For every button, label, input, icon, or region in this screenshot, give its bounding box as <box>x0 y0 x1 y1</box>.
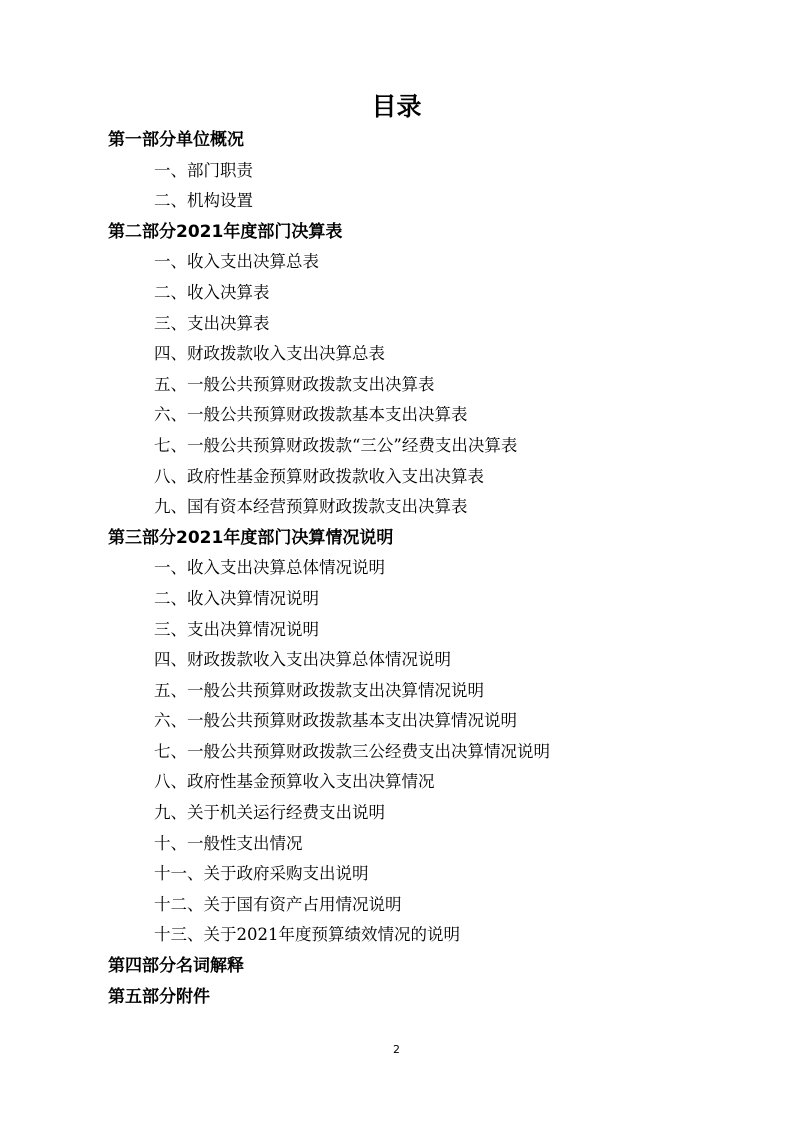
toc-item[interactable]: 一、部门职责 <box>154 160 253 180</box>
toc-item[interactable]: 五、一般公共预算财政拨款支出决算情况说明 <box>154 680 484 700</box>
table-of-contents <box>0 125 793 1012</box>
toc-item[interactable]: 二、机构设置 <box>154 191 253 211</box>
toc-part-3-heading[interactable]: 第三部分2021年度部门决算情况说明 <box>108 527 394 548</box>
toc-item[interactable]: 一、收入支出决算总体情况说明 <box>154 558 385 578</box>
toc-item[interactable]: 六、一般公共预算财政拨款基本支出决算情况说明 <box>154 711 517 731</box>
toc-part-2-heading[interactable]: 第二部分2021年度部门决算表 <box>108 221 343 242</box>
toc-item[interactable]: 四、财政拨款收入支出决算总表 <box>154 344 385 364</box>
toc-item[interactable]: 十一、关于政府采购支出说明 <box>154 864 369 884</box>
toc-part-4-heading[interactable]: 第四部分名词解释 <box>108 956 244 977</box>
toc-item[interactable]: 一、收入支出决算总表 <box>154 252 319 272</box>
toc-item[interactable]: 四、财政拨款收入支出决算总体情况说明 <box>154 650 451 670</box>
toc-item[interactable]: 六、一般公共预算财政拨款基本支出决算表 <box>154 405 468 425</box>
toc-item[interactable]: 八、政府性基金预算财政拨款收入支出决算表 <box>154 466 484 486</box>
toc-item[interactable]: 三、支出决算情况说明 <box>154 619 319 639</box>
toc-item[interactable]: 三、支出决算表 <box>154 313 270 333</box>
toc-item[interactable]: 十、一般性支出情况 <box>154 833 303 853</box>
toc-item[interactable]: 八、政府性基金预算收入支出决算情况 <box>154 772 435 792</box>
page-title: 目录 <box>371 92 422 121</box>
toc-item[interactable]: 二、收入决算表 <box>154 282 270 302</box>
toc-item[interactable]: 七、一般公共预算财政拨款三公经费支出决算情况说明 <box>154 741 550 761</box>
toc-item[interactable]: 十二、关于国有资产占用情况说明 <box>154 894 402 914</box>
toc-item[interactable]: 十三、关于2021年度预算绩效情况的说明 <box>154 925 460 945</box>
toc-item[interactable]: 九、国有资本经营预算财政拨款支出决算表 <box>154 497 468 517</box>
toc-item[interactable]: 七、一般公共预算财政拨款“三公”经费支出决算表 <box>154 435 518 455</box>
toc-part-1-heading[interactable]: 第一部分单位概况 <box>108 130 244 150</box>
toc-item[interactable]: 九、关于机关运行经费支出说明 <box>154 803 385 823</box>
toc-item[interactable]: 五、一般公共预算财政拨款支出决算表 <box>154 374 435 394</box>
toc-item[interactable]: 二、收入决算情况说明 <box>154 588 319 608</box>
toc-part-5-heading[interactable]: 第五部分附件 <box>108 986 210 1007</box>
page-number: 2 <box>393 1043 400 1056</box>
